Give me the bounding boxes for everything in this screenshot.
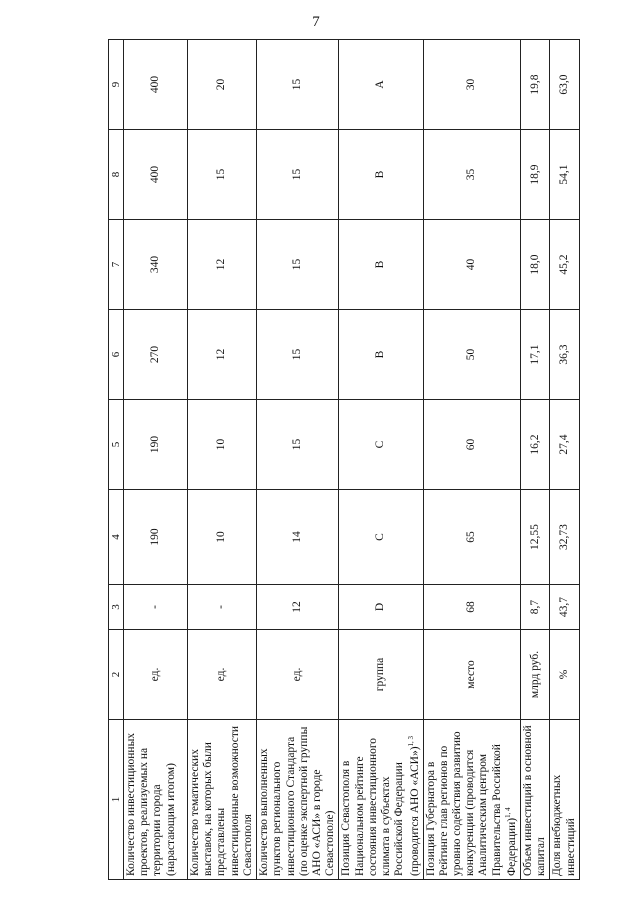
table-row (423, 40, 520, 880)
value-cell: 68 (423, 585, 520, 630)
value-cell: 10 (188, 490, 257, 585)
value-cell: 20 (188, 40, 257, 130)
indicator-text: Позиция Севастополя в Национальном рейтинге состояния инвестиционного климата в субъектах Российской Федерации (проводится АНО «АСИ») (340, 737, 421, 876)
value-cell: 15 (188, 130, 257, 220)
value-cell: С (339, 490, 423, 585)
table-container (108, 40, 577, 880)
value-cell: 15 (257, 130, 339, 220)
value-cell: С (339, 400, 423, 490)
unit-cell: % (550, 630, 579, 720)
rotated-table-frame (108, 40, 577, 880)
value-cell: 8,7 (520, 585, 549, 630)
value-cell: 10 (188, 400, 257, 490)
value-cell: - (188, 585, 257, 630)
unit-cell: группа (339, 630, 423, 720)
value-cell: 190 (124, 490, 188, 585)
indicator-text: Объем инвестиций в основной капитал (521, 725, 548, 876)
column-header: 7 (109, 220, 124, 310)
value-cell: 12 (188, 220, 257, 310)
unit-cell: млрд руб. (520, 630, 549, 720)
column-header: 5 (109, 400, 124, 490)
table-row (339, 40, 423, 880)
value-cell: - (124, 585, 188, 630)
value-cell: 400 (124, 130, 188, 220)
indicator-name (257, 720, 339, 880)
value-cell: 50 (423, 310, 520, 400)
unit-cell: ед. (188, 630, 257, 720)
value-cell: 40 (423, 220, 520, 310)
value-cell: 35 (423, 130, 520, 220)
value-cell: 19,8 (520, 40, 549, 130)
value-cell: 63,0 (550, 40, 579, 130)
column-header: 8 (109, 130, 124, 220)
value-cell: 14 (257, 490, 339, 585)
value-cell: D (339, 585, 423, 630)
unit-cell: ед. (124, 630, 188, 720)
value-cell: В (339, 220, 423, 310)
column-header: 4 (109, 490, 124, 585)
table-body (124, 40, 580, 880)
table-row (520, 40, 549, 880)
unit-cell: ед. (257, 630, 339, 720)
value-cell: В (339, 130, 423, 220)
indicator-name (423, 720, 520, 880)
value-cell: 65 (423, 490, 520, 585)
value-cell: 12 (188, 310, 257, 400)
value-cell: 15 (257, 40, 339, 130)
column-header: 6 (109, 310, 124, 400)
indicator-name (339, 720, 423, 880)
value-cell: 30 (423, 40, 520, 130)
page-number: 7 (312, 14, 320, 30)
value-cell: 15 (257, 220, 339, 310)
value-cell: 17,1 (520, 310, 549, 400)
column-header: 1 (109, 720, 124, 880)
footnote-ref: 1, 4 (503, 807, 512, 818)
indicator-text: Количество выполненных пунктов регионального инвестиционного Стандарта (по оценке экспертной группы АНО «АСИ» в городе Севастополе) (258, 726, 337, 876)
value-cell: 36,3 (550, 310, 579, 400)
value-cell: В (339, 310, 423, 400)
value-cell: 60 (423, 400, 520, 490)
value-cell: 15 (257, 400, 339, 490)
indicator-text: Позиция Губернатора в Рейтинге глав регионов по уровню содействия развитию конкуренции (проводится Аналитическим центром Правительства Российской Федерации) (424, 731, 518, 876)
indicator-name (124, 720, 188, 880)
indicators-table (108, 39, 580, 880)
table-row (257, 40, 339, 880)
value-cell: 270 (124, 310, 188, 400)
value-cell: А (339, 40, 423, 130)
indicator-text: Количество инвестиционных проектов, реализуемых на территории города (нарастающим итогом) (125, 732, 177, 876)
indicator-text: Доля внебюджетных инвестиций (551, 774, 577, 876)
column-header: 2 (109, 630, 124, 720)
indicator-text: Количество тематических выставок, на которых были представлены инвестиционные возможности Севастополя (189, 725, 254, 876)
value-cell: 190 (124, 400, 188, 490)
indicator-name (520, 720, 549, 880)
unit-cell: место (423, 630, 520, 720)
value-cell: 43,7 (550, 585, 579, 630)
column-header: 9 (109, 40, 124, 130)
table-row (188, 40, 257, 880)
column-header: 3 (109, 585, 124, 630)
table-row (124, 40, 188, 880)
indicator-name (550, 720, 579, 880)
value-cell: 16,2 (520, 400, 549, 490)
value-cell: 54,1 (550, 130, 579, 220)
header-row (109, 40, 124, 880)
value-cell: 18,0 (520, 220, 549, 310)
indicator-name (188, 720, 257, 880)
table-row (550, 40, 579, 880)
value-cell: 12 (257, 585, 339, 630)
value-cell: 27,4 (550, 400, 579, 490)
footnote-ref: 1, 3 (406, 735, 415, 747)
value-cell: 15 (257, 310, 339, 400)
value-cell: 45,2 (550, 220, 579, 310)
value-cell: 340 (124, 220, 188, 310)
value-cell: 12,55 (520, 490, 549, 585)
value-cell: 18,9 (520, 130, 549, 220)
value-cell: 400 (124, 40, 188, 130)
value-cell: 32,73 (550, 490, 579, 585)
